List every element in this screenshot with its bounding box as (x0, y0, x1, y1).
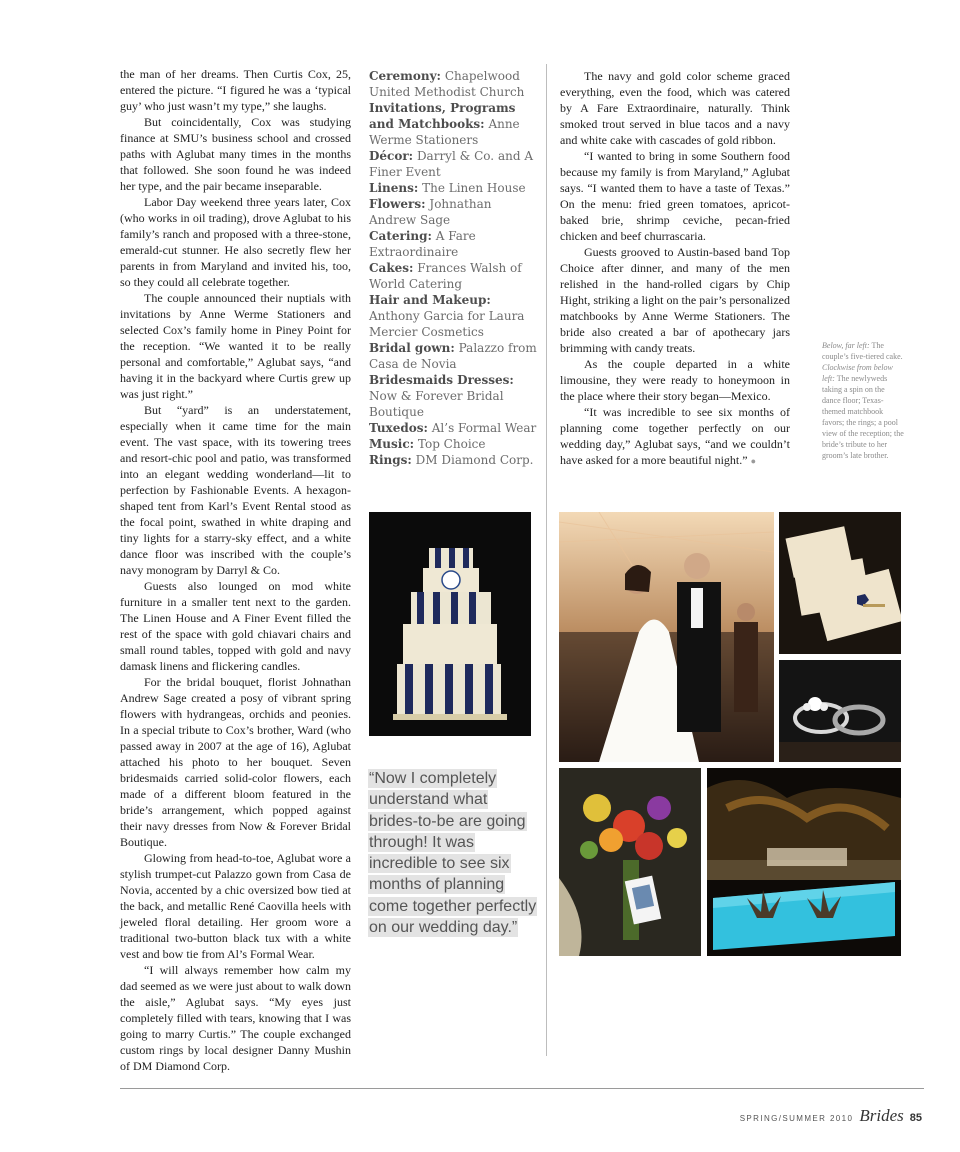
pool-photo (707, 768, 901, 956)
credit-label: Hair and Makeup: (369, 293, 491, 307)
cake-illustration (369, 512, 531, 736)
matchbook-photo (779, 512, 901, 654)
credit-label: Linens: (369, 181, 419, 195)
caption-text: The newlyweds taking a spin on the dance floor; Texas-themed matchbook favors; the rings; a pool view of the reception; the bride’s tribute to her groom’s late brother. (822, 374, 904, 460)
credit-label: Music: (369, 437, 415, 451)
body-paragraph: But “yard” is an understatement, especially when it came time for the main event. The vast space, with its towering trees and resort-chic pool and patio, was transformed into an elegant wedding wonderland—lit to perfection by Fashionable Events. A hexagon-shaped tent from Karl’s Event Rental stood as the focal point, swathed in white draping and tiny lights for a starry-sky effect, and a white dance floor was inscribed with the couple’s navy monogram by Darryl & Co. (120, 403, 351, 577)
rings-photo (779, 660, 901, 762)
body-paragraph: the man of her dreams. Then Curtis Cox, 25, entered the picture. “I figured he was a ‘typical guy’ who just wasn’t my type,” she laughs. (120, 67, 351, 113)
credit-label: Flowers: (369, 197, 426, 211)
body-paragraph: As the couple departed in a white limousine, they were ready to honeymoon in the place where their story began—Mexico. (560, 357, 790, 403)
credit-value: Al’s Formal Wear (431, 421, 537, 435)
credit-bridal-gown (369, 340, 537, 372)
credit-value: Darryl & Co. and A Finer Event (369, 149, 533, 179)
body-paragraph: The navy and gold color scheme graced everything, even the food, which was catered by A Fare Extraordinaire, naturally. Think smoked trout served in blue tacos and a navy and white cake with cascades of gold ribbon. (560, 69, 790, 147)
credit-value: Palazzo from Casa de Novia (369, 341, 537, 371)
credit-decor (369, 148, 537, 180)
article-left-column (120, 66, 351, 1074)
page-number: 85 (909, 1112, 922, 1124)
pull-quote (368, 768, 538, 938)
credit-value: Frances Walsh of World Catering (369, 261, 522, 291)
issue-season: SPRING/SUMMER 2010 (739, 1114, 854, 1123)
end-mark-icon: ● (750, 456, 757, 466)
credit-label: Cakes: (369, 261, 414, 275)
credit-ceremony (369, 68, 537, 100)
bouquet-illustration (559, 768, 701, 956)
credit-label: Rings: (369, 453, 412, 467)
photo-caption (822, 340, 904, 461)
credit-label: Ceremony: (369, 69, 441, 83)
credit-value: A Fare Extraordinaire (369, 229, 476, 259)
credit-label: Décor: (369, 149, 414, 163)
credit-music (369, 436, 537, 452)
credit-tuxedos (369, 420, 537, 436)
credit-label: Tuxedos: (369, 421, 428, 435)
credit-hair-makeup (369, 292, 537, 340)
caption-text: The couple’s five-tiered cake. (822, 341, 903, 361)
credit-linens (369, 180, 537, 196)
body-paragraph: The couple announced their nuptials with invitations by Anne Werme Stationers and selected Cox’s family home in Piney Point for the reception. “We wanted it to be really personal and comfortable,” Aglubat says, “and having it in the backyard where Curtis grew up was just right.” (120, 291, 351, 401)
credit-bridesmaids (369, 372, 537, 420)
credit-label: Invitations, Programs and Matchbooks: (369, 101, 516, 131)
pull-quote-text: “Now I completely understand what brides-to-be are going through! It was incredible to see six months of planning come together perfectly on our wedding day.” (369, 770, 537, 937)
column-divider (546, 64, 547, 1056)
page-footer (740, 1106, 922, 1126)
caption-lead: Clockwise from below left: (822, 363, 893, 383)
credit-value: DM Diamond Corp. (415, 453, 534, 467)
dance-illustration (559, 512, 774, 762)
credit-value: Chapelwood United Methodist Church (369, 69, 525, 99)
body-paragraph: “I will always remember how calm my dad seemed as we were just about to walk down the aisle,” Aglubat says. “My eyes just completely filled with tears, knowing that I was going to marry Curtis.” The couple exchanged custom rings by local designer Danny Mushin of DM Diamond Corp. (120, 963, 351, 1073)
credit-label: Catering: (369, 229, 432, 243)
credit-flowers (369, 196, 537, 228)
closing-text: “It was incredible to see six months of planning come together perfectly on our wedding day,” Aglubat says, “and we couldn’t have asked for a more beautiful night.” (560, 405, 790, 467)
pool-illustration (707, 768, 901, 956)
matchbook-illustration (779, 512, 901, 654)
credit-value: Now & Forever Bridal Boutique (369, 389, 504, 419)
magazine-logo: Brides (859, 1106, 904, 1125)
credit-invitations (369, 100, 537, 148)
credit-label: Bridesmaids Dresses: (369, 373, 514, 387)
credit-catering (369, 228, 537, 260)
cake-photo (369, 512, 531, 736)
body-paragraph: But coincidentally, Cox was studying finance at SMU’s business school and crossed paths with Aglubat many times in the months that followed. She soon found he was indeed her type, and the pair became inseparable. (120, 115, 351, 193)
body-paragraph: For the bridal bouquet, florist Johnathan Andrew Sage created a posy of vibrant spring flowers with hydrangeas, orchids and peonies. In a special tribute to Cox’s brother, Ward (who passed away in 2007 at the age of 16), Aglubat attached his photo to her bouquet. Seven bridesmaids carried solid-color flowers, each made of a different bloom featured in the bride’s arrangement, which popped against their navy dresses from Now & Forever Bridal Boutique. (120, 675, 351, 849)
dance-photo (559, 512, 774, 762)
credit-value: Johnathan Andrew Sage (369, 197, 492, 227)
body-paragraph: Labor Day weekend three years later, Cox (who works in oil trading), drove Aglubat to his family’s ranch and proposed with a three-stone, emerald-cut stunner. He also secretly flew her parents in from Maryland and invited his, too, so they could all celebrate together. (120, 195, 351, 289)
credit-value: Top Choice (417, 437, 486, 451)
credit-rings (369, 452, 537, 468)
body-paragraph: Glowing from head-to-toe, Aglubat wore a stylish trumpet-cut Palazzo gown from Casa de Novia, accented by a chic oversized bow tied at the back, and metallic René Caovilla heels with jeweled floral detailing. Her groom wore a traditional two-button black tux with a white vest and bow tie from Al’s Formal Wear. (120, 851, 351, 961)
credit-cakes (369, 260, 537, 292)
body-paragraph: “I wanted to bring in some Southern food because my family is from Maryland,” Aglubat says. “I wanted them to have a taste of Texas.” On the menu: fried green tomatoes, apricot-baked brie, shrimp ceviche, pecan-fried chicken and beef churrascaria. (560, 149, 790, 243)
body-paragraph: Guests also lounged on mod white furniture in a smaller tent next to the garden. The Linen House and A Finer Event filled the rest of the space with gold chiavari chairs and small round tables, topped with gold and navy damask linens and flickering candles. (120, 579, 351, 673)
vendor-credits (369, 68, 537, 468)
footer-rule (120, 1088, 924, 1089)
credit-value: Anne Werme Stationers (369, 117, 520, 147)
body-paragraph: Guests grooved to Austin-based band Top Choice after dinner, and many of the men relished in the hand-rolled cigars by Chip Hight, striking a light on the pair’s personalized matchbooks by Anne Werme Stationers. The bride also created a bar of apothecary jars brimming with candy treats. (560, 245, 790, 355)
bouquet-photo (559, 768, 701, 956)
credit-label: Bridal gown: (369, 341, 455, 355)
article-right-column (560, 68, 790, 469)
credit-value: The Linen House (422, 181, 526, 195)
credit-value: Anthony Garcia for Laura Mercier Cosmetics (369, 309, 525, 339)
caption-lead: Below, far left: (822, 341, 870, 350)
rings-illustration (779, 660, 901, 762)
body-paragraph (560, 404, 790, 469)
